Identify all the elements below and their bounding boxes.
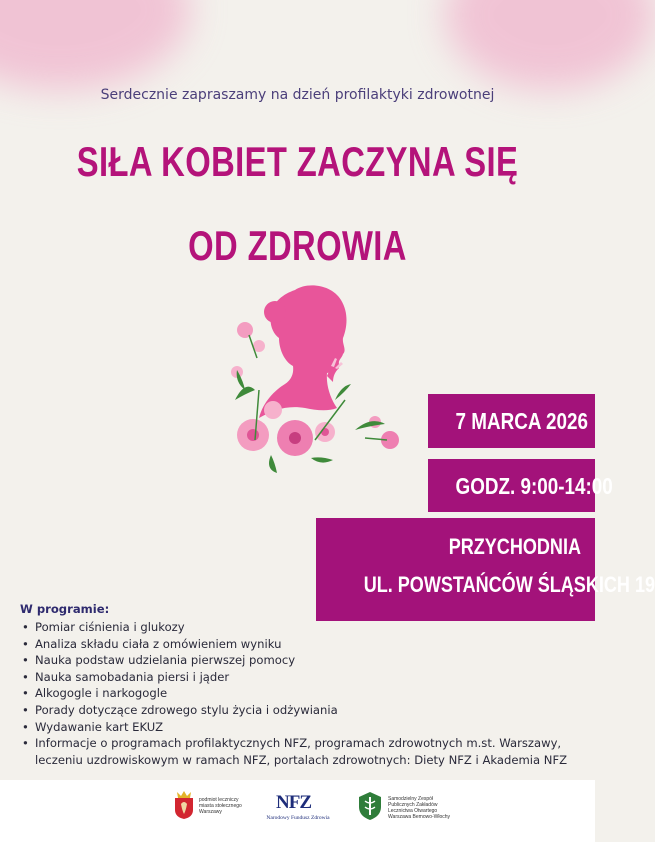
szpzlo-logo-icon bbox=[357, 791, 383, 821]
event-time: GODZ. 9:00-14:00 bbox=[455, 473, 613, 499]
program-heading: W programie: bbox=[20, 602, 110, 616]
event-date: 7 MARCA 2026 bbox=[455, 408, 588, 434]
invitation-subtitle: Serdecznie zapraszamy na dzień profilaktyki zdrowotnej bbox=[100, 87, 495, 103]
program-item: • Porady dotyczące zdrowego stylu życia i odżywiania bbox=[20, 702, 580, 719]
warsaw-coat-of-arms-icon bbox=[173, 790, 195, 820]
logo-warsaw-text: podmiot leczniczy miasta stołecznego Warszawy bbox=[199, 797, 242, 815]
program-item: • Alkogogle i narkogogle bbox=[20, 685, 580, 702]
program-item: • Nauka samobadania piersi i jąder bbox=[20, 669, 580, 686]
headline-line-2: OD ZDROWIA bbox=[188, 222, 407, 269]
program-item: • Nauka podstaw udzielania pierwszej pomocy bbox=[20, 652, 580, 669]
program-list bbox=[20, 619, 580, 768]
nfz-logo-text: Narodowy Fundusz Zdrowia bbox=[266, 815, 330, 821]
logo-szpzlo-text: Samodzielny Zespół Publicznych Zakładów Lecznictwa Otwartego Warszawa Bemowo-Włochy bbox=[388, 796, 451, 820]
footer-logos bbox=[0, 780, 595, 842]
decorative-pink-blob-left bbox=[0, 0, 190, 90]
event-time-box bbox=[428, 459, 613, 512]
location-name: PRZYCHODNIA bbox=[448, 534, 581, 559]
headline-line-1: SIŁA KOBIET ZACZYNA SIĘ bbox=[76, 138, 519, 185]
program-item: • Analiza składu ciała z omówieniem wyniku bbox=[20, 636, 580, 653]
location-address: UL. POWSTAŃCÓW ŚLĄSKICH 19 bbox=[363, 572, 655, 597]
program-item: • Wydawanie kart EKUZ bbox=[20, 719, 580, 736]
program-item: • Informacje o programach profilaktycznych NFZ, programach zdrowotnych m.st. Warszawy, leczeniu uzdrowiskowym w ramach NFZ, portalach zdrowotnych: Diety NFZ i Akademia NFZ bbox=[20, 735, 580, 768]
nfz-logo-icon: NFZ bbox=[276, 792, 311, 813]
program-section bbox=[20, 602, 580, 768]
woman-silhouette-flowers-illustration bbox=[215, 280, 415, 475]
decorative-pink-blob-right bbox=[445, 0, 655, 90]
event-date-box bbox=[428, 394, 595, 448]
program-item: • Pomiar ciśnienia i glukozy bbox=[20, 619, 580, 636]
